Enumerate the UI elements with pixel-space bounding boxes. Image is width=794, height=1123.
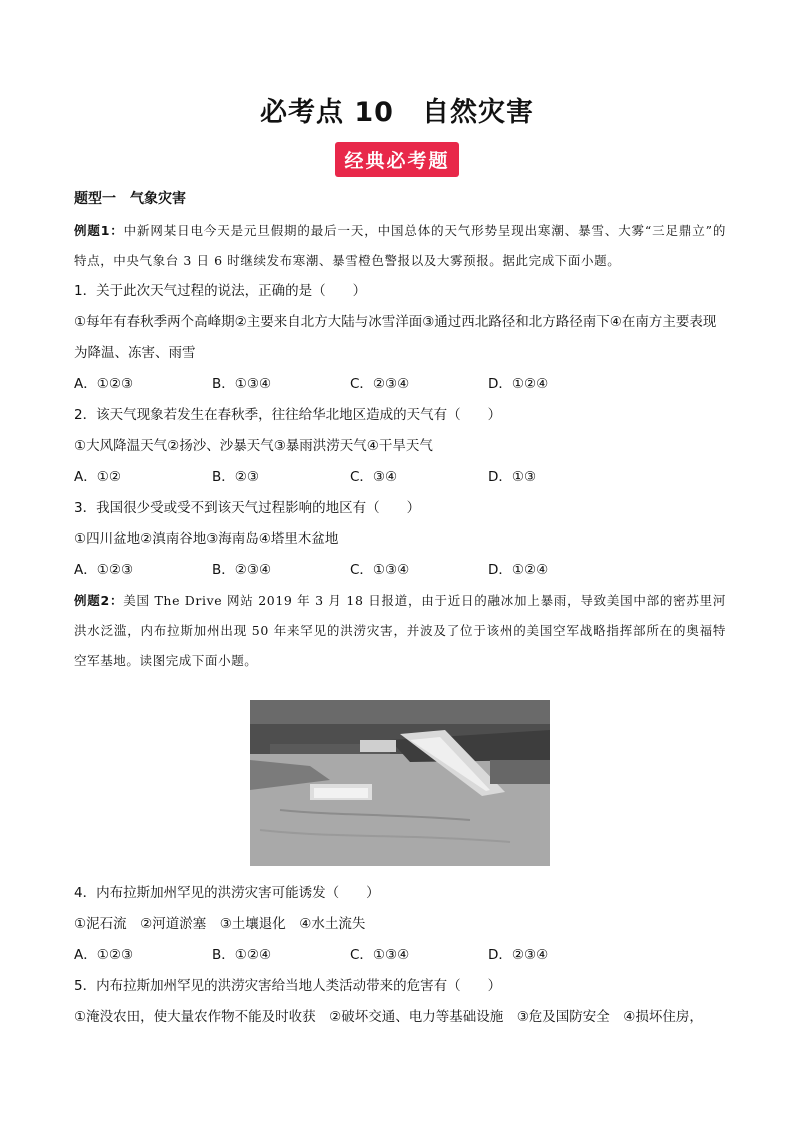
example-label: 例题1： (74, 223, 124, 238)
option-a: A．①② (74, 469, 121, 485)
question-5-items: ①淹没农田，使大量农作物不能及时收获 ②破坏交通、电力等基础设施 ③危及国防安全 ④损坏住房， (74, 1009, 703, 1025)
option-d: D．①②④ (488, 376, 549, 392)
question-2-items: ①大风降温天气②扬沙、沙暴天气③暴雨洪涝天气④干旱天气 (74, 438, 433, 454)
option-d: D．①③ (488, 469, 537, 485)
option-c: C．②③④ (350, 376, 410, 392)
option-b: B．①②④ (212, 947, 272, 963)
question-2-stem: 2．该天气现象若发生在春秋季，往往给华北地区造成的天气有（ ） (74, 407, 502, 423)
question-5-stem: 5．内布拉斯加州罕见的洪涝灾害给当地人类活动带来的危害有（ ） (74, 978, 502, 994)
question-3-options (74, 555, 726, 586)
example-text: 中新网某日电今天是元旦假期的最后一天，中国总体的天气形势呈现出寒潮、暴雪、大雾“三足鼎立”的特点，中央气象台 3 日 6 时继续发布寒潮、暴雪橙色警报以及大雾预报。据此完成下面小题。 (74, 223, 726, 268)
option-a: A．①②③ (74, 562, 134, 578)
question-4-options (74, 940, 726, 971)
example-1 (74, 216, 726, 276)
option-c: C．③④ (350, 469, 398, 485)
flood-photo-illustration (250, 700, 550, 866)
question-4-stem: 4．内布拉斯加州罕见的洪涝灾害可能诱发（ ） (74, 885, 380, 901)
question-3-stem: 3．我国很少受或受不到该天气过程影响的地区有（ ） (74, 500, 421, 516)
section-heading: 题型一 气象灾害 (74, 191, 186, 207)
flood-airbase-photo (250, 700, 550, 866)
example-text: 美国 The Drive 网站 2019 年 3 月 18 日报道，由于近日的融冰加上暴雨，导致美国中部的密苏里河洪水泛滥，内布拉斯加州出现 50 年来罕见的洪涝灾害，并波及了位于该州的美国空军战略指挥部所在的奥福特空军基地。读图完成下面小题。 (74, 593, 726, 668)
option-c: C．①③④ (350, 562, 410, 578)
section-badge: 经典必考题 (335, 142, 458, 177)
example-2 (74, 586, 726, 676)
page-title: 必考点 10 自然灾害 (260, 97, 534, 128)
question-2-options (74, 462, 726, 493)
option-b: B．②③④ (212, 562, 272, 578)
question-1-options (74, 369, 726, 400)
question-4-items: ①泥石流 ②河道淤塞 ③土壤退化 ④水土流失 (74, 916, 366, 932)
option-c: C．①③④ (350, 947, 410, 963)
document-body (74, 186, 726, 1033)
option-d: D．①②④ (488, 562, 549, 578)
option-a: A．①②③ (74, 376, 134, 392)
option-b: B．②③ (212, 469, 259, 485)
option-a: A．①②③ (74, 947, 134, 963)
question-1-items: ①每年有春秋季两个高峰期②主要来自北方大陆与冰雪洋面③通过西北路径和北方路径南下④在南方主要表现为降温、冻害、雨雪 (74, 314, 717, 361)
option-d: D．②③④ (488, 947, 549, 963)
option-b: B．①③④ (212, 376, 272, 392)
question-1-stem: 1．关于此次天气过程的说法，正确的是（ ） (74, 283, 367, 299)
example-label: 例题2： (74, 593, 124, 608)
badge-container (0, 142, 794, 177)
question-3-items: ①四川盆地②滇南谷地③海南岛④塔里木盆地 (74, 531, 339, 547)
